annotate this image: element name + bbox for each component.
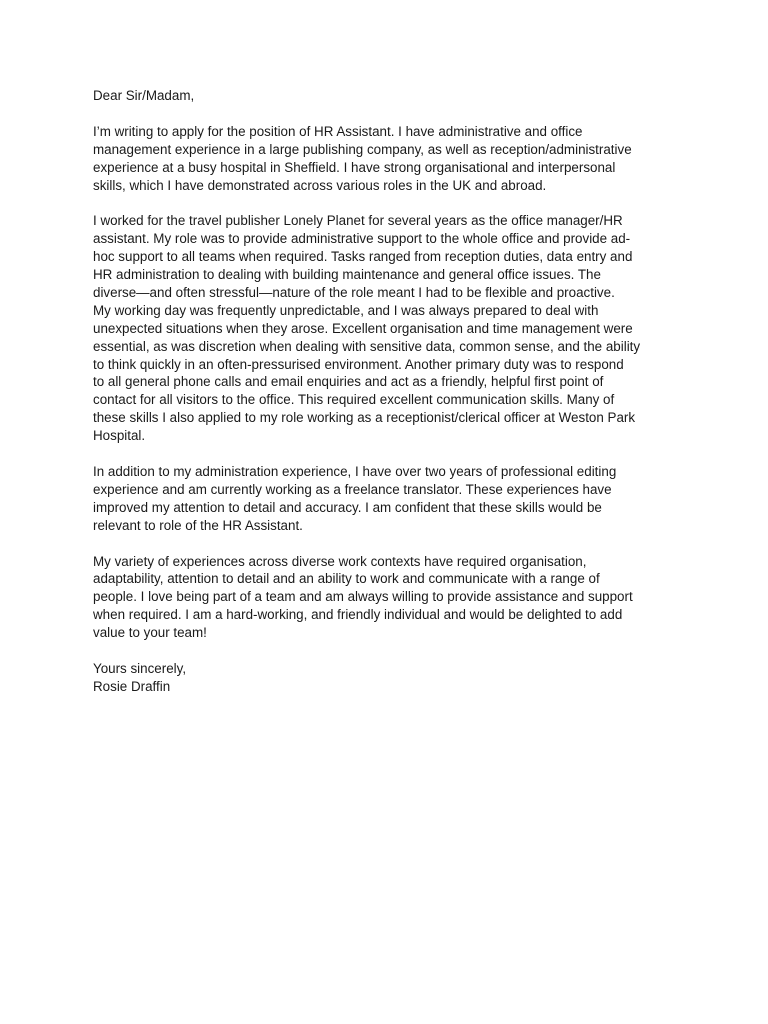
paragraph-line: diverse—and often stressful—nature of the role meant I had to be flexible and proactive. [93, 284, 615, 300]
sign-off [93, 660, 678, 696]
paragraph-line: skills, which I have demonstrated across various roles in the UK and abroad. [93, 177, 547, 193]
paragraph-line: Hospital. [93, 428, 146, 444]
paragraph-line: essential, as was discretion when dealing with sensitive data, common sense, and the ability [93, 338, 641, 354]
paragraph-line: assistant. My role was to provide administrative support to the whole office and provide ad- [93, 231, 631, 247]
paragraph-line: management experience in a large publishing company, as well as reception/administrative [93, 141, 632, 157]
paragraph-line: when required. I am a hard-working, and friendly individual and would be delighted to add [93, 607, 623, 623]
cover-letter [93, 87, 678, 696]
paragraph-line: relevant to role of the HR Assistant. [93, 517, 303, 533]
paragraph-line: improved my attention to detail and accuracy. I am confident that these skills would be [93, 499, 602, 515]
paragraph-line: unexpected situations when they arose. Excellent organisation and time management were [93, 320, 633, 336]
paragraph-line: these skills I also applied to my role working as a receptionist/clerical officer at Weston Park [93, 410, 636, 426]
paragraph-line: My working day was frequently unpredictable, and I was always prepared to deal with [93, 302, 599, 318]
paragraph-line: contact for all visitors to the office. This required excellent communication skills. Many of [93, 392, 615, 408]
paragraph-line: adaptability, attention to detail and an ability to work and communicate with a range of [93, 571, 600, 587]
signature-name: Rosie Draffin [93, 678, 171, 694]
paragraph-line: people. I love being part of a team and am always willing to provide assistance and support [93, 589, 633, 605]
paragraph-line: to think quickly in an often-pressurised environment. Another primary duty was to respond [93, 356, 624, 372]
paragraph-1 [93, 123, 678, 195]
paragraph-line: to all general phone calls and email enquiries and act as a friendly, helpful first point of [93, 374, 604, 390]
paragraph-line: I’m writing to apply for the position of HR Assistant. I have administrative and office [93, 123, 583, 139]
paragraph-line: My variety of experiences across diverse work contexts have required organisation, [93, 553, 587, 569]
salutation-text: Dear Sir/Madam, [93, 88, 195, 103]
paragraph-line: value to your team! [93, 625, 207, 641]
paragraph-line: experience and am currently working as a freelance translator. These experiences have [93, 481, 612, 497]
paragraph-2 [93, 212, 678, 445]
paragraph-line: HR administration to dealing with building maintenance and general office issues. The [93, 267, 601, 283]
paragraph-3 [93, 463, 678, 535]
paragraph-line: I worked for the travel publisher Lonely Planet for several years as the office manager/HR [93, 213, 623, 229]
closing-text: Yours sincerely, [93, 660, 187, 676]
salutation [93, 87, 678, 105]
paragraph-4 [93, 553, 678, 643]
paragraph-line: hoc support to all teams when required. Tasks ranged from reception duties, data entry and [93, 249, 633, 265]
paragraph-line: experience at a busy hospital in Sheffield. I have strong organisational and interpersonal [93, 159, 616, 175]
paragraph-line: In addition to my administration experience, I have over two years of professional editing [93, 463, 617, 479]
